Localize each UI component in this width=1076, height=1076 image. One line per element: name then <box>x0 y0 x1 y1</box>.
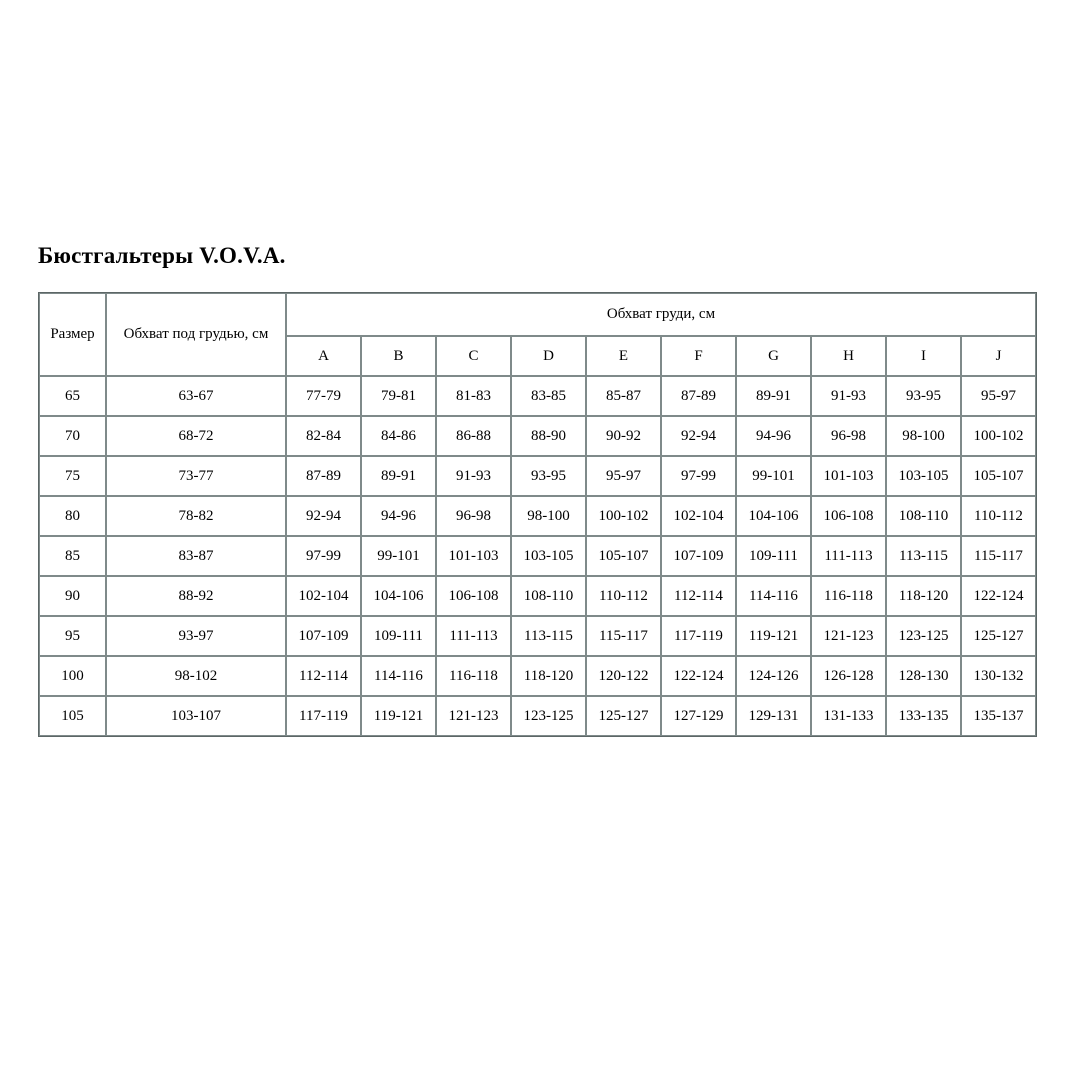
cup-cell: 124-126 <box>736 656 811 696</box>
cup-cell: 130-132 <box>961 656 1036 696</box>
cup-cell: 92-94 <box>661 416 736 456</box>
size-cell: 75 <box>39 456 106 496</box>
cup-cell: 89-91 <box>361 456 436 496</box>
cup-cell: 87-89 <box>286 456 361 496</box>
underbust-cell: 83-87 <box>106 536 286 576</box>
underbust-column-header: Обхват под грудью, см <box>106 293 286 376</box>
cup-column-header: H <box>811 336 886 376</box>
cup-cell: 117-119 <box>661 616 736 656</box>
cup-cell: 97-99 <box>661 456 736 496</box>
cup-cell: 93-95 <box>511 456 586 496</box>
cup-cell: 98-100 <box>511 496 586 536</box>
table-row <box>39 576 1036 616</box>
table-row <box>39 616 1036 656</box>
cup-cell: 119-121 <box>736 616 811 656</box>
table-row <box>39 456 1036 496</box>
size-cell: 80 <box>39 496 106 536</box>
cup-cell: 95-97 <box>586 456 661 496</box>
cup-cell: 94-96 <box>361 496 436 536</box>
cup-cell: 105-107 <box>586 536 661 576</box>
cup-cell: 133-135 <box>886 696 961 736</box>
cup-cell: 113-115 <box>511 616 586 656</box>
cup-cell: 107-109 <box>661 536 736 576</box>
cup-cell: 123-125 <box>511 696 586 736</box>
cup-cell: 85-87 <box>586 376 661 416</box>
cup-cell: 131-133 <box>811 696 886 736</box>
cup-cell: 128-130 <box>886 656 961 696</box>
cup-cell: 116-118 <box>811 576 886 616</box>
cup-cell: 118-120 <box>886 576 961 616</box>
cup-cell: 122-124 <box>961 576 1036 616</box>
underbust-cell: 78-82 <box>106 496 286 536</box>
cup-cell: 81-83 <box>436 376 511 416</box>
table-row <box>39 416 1036 456</box>
cup-cell: 135-137 <box>961 696 1036 736</box>
size-table <box>38 292 1037 737</box>
cup-cell: 101-103 <box>811 456 886 496</box>
cup-cell: 97-99 <box>286 536 361 576</box>
cup-cell: 109-111 <box>736 536 811 576</box>
cup-cell: 122-124 <box>661 656 736 696</box>
cup-cell: 119-121 <box>361 696 436 736</box>
cup-cell: 120-122 <box>586 656 661 696</box>
cup-column-header: I <box>886 336 961 376</box>
cup-column-header: C <box>436 336 511 376</box>
cup-cell: 82-84 <box>286 416 361 456</box>
cup-cell: 99-101 <box>736 456 811 496</box>
cup-cell: 103-105 <box>511 536 586 576</box>
size-cell: 100 <box>39 656 106 696</box>
cup-cell: 125-127 <box>586 696 661 736</box>
cup-cell: 110-112 <box>961 496 1036 536</box>
cup-cell: 87-89 <box>661 376 736 416</box>
cup-cell: 99-101 <box>361 536 436 576</box>
cup-cell: 129-131 <box>736 696 811 736</box>
underbust-cell: 68-72 <box>106 416 286 456</box>
underbust-cell: 88-92 <box>106 576 286 616</box>
cup-cell: 109-111 <box>361 616 436 656</box>
size-cell: 70 <box>39 416 106 456</box>
cup-cell: 111-113 <box>811 536 886 576</box>
size-table-body <box>39 376 1036 736</box>
cup-cell: 112-114 <box>661 576 736 616</box>
cup-cell: 96-98 <box>436 496 511 536</box>
cup-cell: 105-107 <box>961 456 1036 496</box>
cup-cell: 116-118 <box>436 656 511 696</box>
cup-cell: 95-97 <box>961 376 1036 416</box>
cup-cell: 88-90 <box>511 416 586 456</box>
bust-group-header: Обхват груди, см <box>286 293 1036 336</box>
cup-cell: 77-79 <box>286 376 361 416</box>
underbust-cell: 73-77 <box>106 456 286 496</box>
size-cell: 90 <box>39 576 106 616</box>
cup-cell: 123-125 <box>886 616 961 656</box>
cup-cell: 106-108 <box>436 576 511 616</box>
underbust-cell: 93-97 <box>106 616 286 656</box>
cup-cell: 91-93 <box>436 456 511 496</box>
cup-cell: 126-128 <box>811 656 886 696</box>
cup-column-header: G <box>736 336 811 376</box>
cup-cell: 127-129 <box>661 696 736 736</box>
size-table-head <box>39 293 1036 376</box>
cup-column-header: B <box>361 336 436 376</box>
size-cell: 105 <box>39 696 106 736</box>
cup-cell: 91-93 <box>811 376 886 416</box>
cup-cell: 79-81 <box>361 376 436 416</box>
cup-cell: 100-102 <box>961 416 1036 456</box>
cup-cell: 114-116 <box>361 656 436 696</box>
cup-cell: 115-117 <box>586 616 661 656</box>
table-row <box>39 656 1036 696</box>
size-cell: 95 <box>39 616 106 656</box>
table-row <box>39 536 1036 576</box>
cup-cell: 94-96 <box>736 416 811 456</box>
table-row <box>39 496 1036 536</box>
cup-cell: 117-119 <box>286 696 361 736</box>
cup-cell: 125-127 <box>961 616 1036 656</box>
cup-cell: 101-103 <box>436 536 511 576</box>
cup-column-header: E <box>586 336 661 376</box>
cup-column-header: A <box>286 336 361 376</box>
underbust-cell: 103-107 <box>106 696 286 736</box>
cup-cell: 90-92 <box>586 416 661 456</box>
cup-cell: 111-113 <box>436 616 511 656</box>
cup-cell: 98-100 <box>886 416 961 456</box>
cup-cell: 89-91 <box>736 376 811 416</box>
cup-cell: 96-98 <box>811 416 886 456</box>
cup-cell: 107-109 <box>286 616 361 656</box>
cup-cell: 114-116 <box>736 576 811 616</box>
size-cell: 85 <box>39 536 106 576</box>
cup-cell: 100-102 <box>586 496 661 536</box>
size-cell: 65 <box>39 376 106 416</box>
cup-cell: 108-110 <box>511 576 586 616</box>
cup-cell: 121-123 <box>811 616 886 656</box>
group-header-row <box>39 293 1036 336</box>
table-row <box>39 696 1036 736</box>
cup-cell: 113-115 <box>886 536 961 576</box>
cup-column-header: J <box>961 336 1036 376</box>
table-row <box>39 376 1036 416</box>
cup-cell: 92-94 <box>286 496 361 536</box>
cup-cell: 115-117 <box>961 536 1036 576</box>
cup-cell: 106-108 <box>811 496 886 536</box>
size-column-header: Размер <box>39 293 106 376</box>
cup-column-header: F <box>661 336 736 376</box>
underbust-cell: 63-67 <box>106 376 286 416</box>
cup-cell: 112-114 <box>286 656 361 696</box>
cup-cell: 104-106 <box>361 576 436 616</box>
page-title: Бюстгальтеры V.O.V.A. <box>38 243 286 268</box>
cup-cell: 110-112 <box>586 576 661 616</box>
cup-cell: 102-104 <box>661 496 736 536</box>
cup-cell: 93-95 <box>886 376 961 416</box>
cup-cell: 102-104 <box>286 576 361 616</box>
cup-column-header: D <box>511 336 586 376</box>
cup-cell: 121-123 <box>436 696 511 736</box>
cup-cell: 86-88 <box>436 416 511 456</box>
cup-cell: 84-86 <box>361 416 436 456</box>
cup-cell: 108-110 <box>886 496 961 536</box>
cup-cell: 118-120 <box>511 656 586 696</box>
cup-cell: 103-105 <box>886 456 961 496</box>
underbust-cell: 98-102 <box>106 656 286 696</box>
cup-cell: 83-85 <box>511 376 586 416</box>
cup-cell: 104-106 <box>736 496 811 536</box>
